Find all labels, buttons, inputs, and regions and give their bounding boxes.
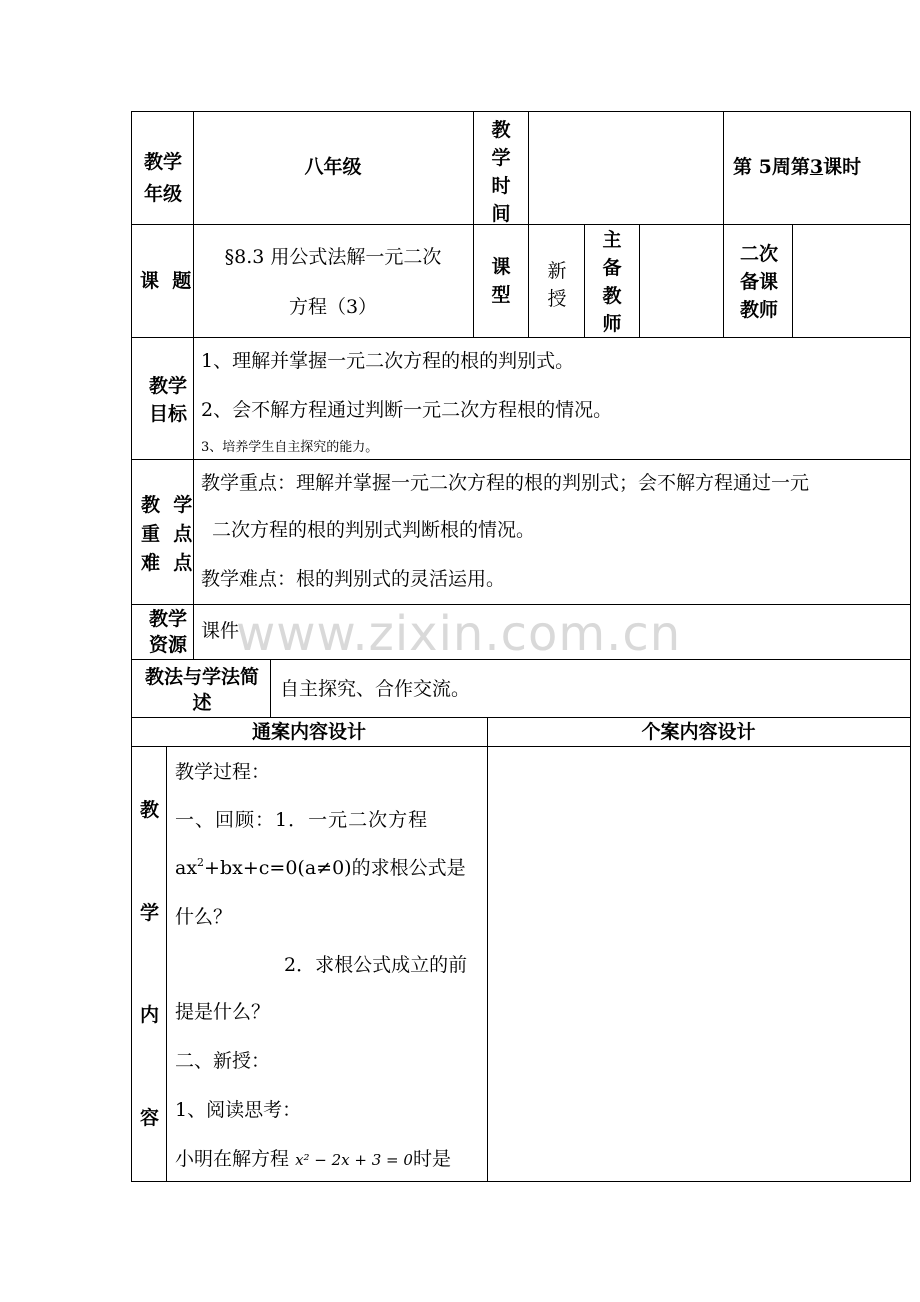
content-line	[175, 1150, 451, 1169]
table-line	[131, 717, 911, 718]
goals-label: 教学目标	[148, 375, 187, 425]
week-lesson	[733, 158, 861, 177]
table-line	[723, 111, 724, 337]
table-line	[166, 746, 167, 1182]
table-line	[131, 746, 911, 747]
grade-label: 教学年级	[143, 151, 182, 205]
table-line	[910, 111, 911, 1182]
goal-item: 3、培养学生自主探究的能力。	[201, 440, 379, 455]
individual-design-header: 个案内容设计	[641, 721, 756, 743]
table-line	[639, 224, 640, 337]
content-side-label: 内	[140, 1004, 160, 1026]
table-line	[487, 717, 488, 1182]
content-line	[175, 856, 466, 879]
methods-label: 教法与学法简述	[144, 666, 259, 714]
content-line: 一、回顾：1．一元二次方程	[175, 809, 429, 831]
table-line	[131, 337, 911, 338]
content-text: 时是	[412, 1148, 451, 1170]
content-line: 什么？	[175, 906, 233, 928]
difficulty-text: 教学难点：根的判别式的灵活运用。	[201, 568, 506, 590]
table-line	[131, 1181, 911, 1182]
table-line	[270, 659, 271, 717]
keypoints-label-line: 教 学	[141, 494, 193, 516]
table-line	[792, 224, 793, 337]
resources-value: 课件	[201, 620, 240, 642]
table-line	[131, 111, 911, 112]
content-line: 教学过程：	[175, 761, 271, 783]
topic-line2: 方程（3）	[288, 296, 378, 318]
second-prep-label: 二次备课教师	[739, 243, 778, 321]
resources-label: 教学资源	[148, 608, 187, 656]
week-prefix: 第	[733, 156, 753, 178]
table-line	[528, 111, 529, 337]
formula-exponent: 2	[197, 856, 205, 869]
keypoints-label	[141, 491, 192, 578]
table-line	[584, 224, 585, 337]
content-line: 提是什么？	[175, 1001, 271, 1023]
grade-value: 八年级	[304, 156, 362, 178]
content-line: 二、新授：	[175, 1050, 271, 1072]
type-value: 新授	[547, 260, 567, 310]
table-line	[131, 224, 911, 225]
methods-value: 自主探究、合作交流。	[280, 678, 471, 700]
formula-part: +bx+c=0(a≠0)的求根公式是	[204, 857, 466, 879]
table-line	[131, 459, 911, 460]
table-line	[131, 111, 132, 1182]
content-line: 1、阅读思考：	[175, 1099, 302, 1121]
table-line	[473, 111, 474, 337]
equation: x² − 2x + 3 = 0	[295, 1151, 413, 1169]
content-text: 小明在解方程	[175, 1148, 290, 1170]
lesson-number: 3	[809, 156, 824, 178]
topic-line1: §8.3 用公式法解一元二次	[224, 246, 442, 268]
type-label: 课型	[491, 256, 511, 306]
keypoints-label-line: 重 点	[141, 523, 193, 545]
goal-item: 2、会不解方程通过判断一元二次方程根的情况。	[201, 399, 613, 421]
table-line	[131, 604, 911, 605]
focus-line2: 二次方程的根的判别式判断根的情况。	[212, 519, 536, 541]
focus-line1: 教学重点：理解并掌握一元二次方程的根的判别式；会不解方程通过一元	[201, 472, 810, 494]
week-mid: 周第	[771, 156, 810, 178]
content-line: 2．求根公式成立的前	[284, 954, 468, 976]
watermark: www.zixin.com.cn	[236, 606, 682, 662]
time-label: 教学时间	[491, 119, 511, 225]
teacher-label: 主备教师	[602, 229, 622, 335]
common-design-header: 通案内容设计	[251, 721, 366, 743]
goal-item: 1、理解并掌握一元二次方程的根的判别式。	[201, 350, 575, 372]
topic-label: 课 题	[140, 270, 192, 292]
week-suffix: 课时	[823, 156, 862, 178]
content-side-label: 容	[140, 1107, 160, 1129]
formula-part: ax	[175, 857, 198, 879]
week-number: 5	[758, 156, 772, 178]
table-line	[193, 111, 194, 659]
content-side-label: 学	[140, 902, 160, 924]
content-side-label: 教	[140, 799, 160, 821]
keypoints-label-line: 难 点	[141, 552, 193, 574]
